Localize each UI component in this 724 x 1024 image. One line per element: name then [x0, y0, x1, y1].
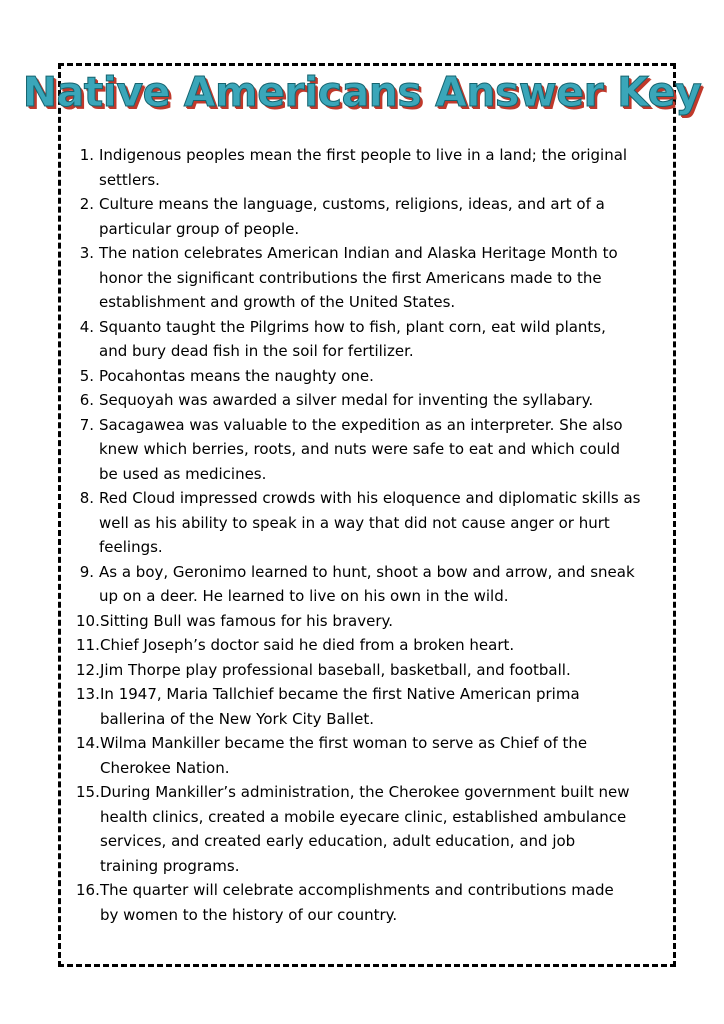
- answer-item: [76, 143, 656, 192]
- answer-text: [100, 731, 656, 780]
- answer-number: 3.: [79, 244, 94, 262]
- answer-text: [100, 878, 656, 927]
- answer-item: [76, 780, 656, 878]
- answer-item: [76, 633, 656, 658]
- answer-number: 9.: [79, 562, 94, 581]
- answer-line: services, and created early education, adult education, and job: [100, 832, 576, 850]
- answer-number: 16.: [76, 881, 100, 899]
- answer-number: 14.: [76, 734, 100, 752]
- answer-number: 15.: [76, 783, 100, 801]
- answer-text: [99, 241, 656, 315]
- answer-line: well as his ability to speak in a way that did not cause anger or hurt: [99, 513, 610, 532]
- answer-line: During Mankiller’s administration, the Cherokee government built new: [100, 783, 630, 801]
- answer-item: [76, 315, 656, 364]
- answer-line: Jim Thorpe play professional baseball, basketball, and football.: [100, 660, 571, 679]
- answer-number: 11.: [76, 636, 100, 654]
- answer-line: up on a deer. He learned to live on his own in the wild.: [99, 587, 509, 605]
- answer-number: 13.: [76, 685, 100, 703]
- answer-number: 10.: [76, 611, 100, 630]
- answer-line: establishment and growth of the United States.: [99, 293, 456, 311]
- answer-line: feelings.: [99, 538, 163, 556]
- answer-text: [99, 315, 656, 364]
- answer-item: [76, 658, 656, 683]
- answer-line: Squanto taught the Pilgrims how to fish, plant corn, eat wild plants,: [99, 317, 606, 336]
- answer-line: and bury dead fish in the soil for fertilizer.: [99, 342, 414, 360]
- answer-line: Cherokee Nation.: [100, 758, 230, 777]
- answer-line: As a boy, Geronimo learned to hunt, shoot a bow and arrow, and sneak: [99, 562, 635, 581]
- answer-line: Chief Joseph’s doctor said he died from a broken heart.: [100, 636, 515, 654]
- answer-item: [76, 682, 656, 731]
- answer-item: [76, 731, 656, 780]
- answer-line: In 1947, Maria Tallchief became the first Native American prima: [100, 685, 580, 703]
- answer-number: 2.: [79, 195, 94, 213]
- answer-number: 7.: [79, 415, 94, 434]
- answer-line: settlers.: [99, 170, 160, 189]
- answer-number: 8.: [79, 489, 94, 507]
- answer-item: [76, 609, 656, 634]
- answer-line: health clinics, created a mobile eyecare clinic, established ambulance: [100, 807, 627, 826]
- answer-line: The quarter will celebrate accomplishments and contributions made: [100, 881, 614, 899]
- answer-text: [99, 560, 656, 609]
- answer-line: Sacagawea was valuable to the expedition as an interpreter. She also: [99, 415, 623, 434]
- answer-line: particular group of people.: [99, 219, 300, 238]
- page-title: Native Americans Answer Key: [22, 68, 702, 116]
- answer-line: training programs.: [100, 856, 240, 875]
- answer-item: [76, 192, 656, 241]
- answer-line: Wilma Mankiller became the first woman to serve as Chief of the: [100, 734, 588, 752]
- answer-text: [99, 486, 656, 560]
- answer-item: [76, 413, 656, 487]
- answer-line: Indigenous peoples mean the first people to live in a land; the original: [99, 146, 628, 164]
- answer-item: [76, 486, 656, 560]
- answer-text: [100, 682, 656, 731]
- answer-text: [99, 364, 656, 389]
- answer-item: [76, 878, 656, 927]
- answer-line: ballerina of the New York City Ballet.: [100, 709, 375, 728]
- answer-line: by women to the history of our country.: [100, 905, 398, 924]
- answer-line: be used as medicines.: [99, 464, 267, 483]
- answer-text: [100, 633, 656, 658]
- answer-item: [76, 241, 656, 315]
- answer-text: [99, 143, 656, 192]
- answer-item: [76, 364, 656, 389]
- answer-number: 6.: [79, 391, 94, 409]
- answer-text: [100, 658, 656, 683]
- answer-text: [99, 192, 656, 241]
- answer-line: honor the significant contributions the first Americans made to the: [99, 268, 602, 287]
- answer-line: knew which berries, roots, and nuts were safe to eat and which could: [99, 440, 620, 458]
- answer-number: 4.: [79, 317, 94, 336]
- answer-line: Culture means the language, customs, religions, ideas, and art of a: [99, 195, 605, 213]
- answer-line: Sequoyah was awarded a silver medal for inventing the syllabary.: [99, 391, 594, 409]
- answer-line: Sitting Bull was famous for his bravery.: [100, 611, 394, 630]
- answer-number: 12.: [76, 660, 100, 679]
- answer-item: [76, 388, 656, 413]
- answer-number: 1.: [79, 146, 94, 164]
- answer-text: [100, 780, 656, 878]
- answer-item: [76, 560, 656, 609]
- answer-text: [99, 388, 656, 413]
- answer-text: [99, 413, 656, 487]
- answer-list: [76, 143, 656, 927]
- answer-line: Red Cloud impressed crowds with his eloquence and diplomatic skills as: [99, 489, 641, 507]
- answer-text: [100, 609, 656, 634]
- answer-number: 5.: [79, 366, 94, 385]
- answer-line: Pocahontas means the naughty one.: [99, 366, 374, 385]
- answer-line: The nation celebrates American Indian and Alaska Heritage Month to: [99, 244, 618, 262]
